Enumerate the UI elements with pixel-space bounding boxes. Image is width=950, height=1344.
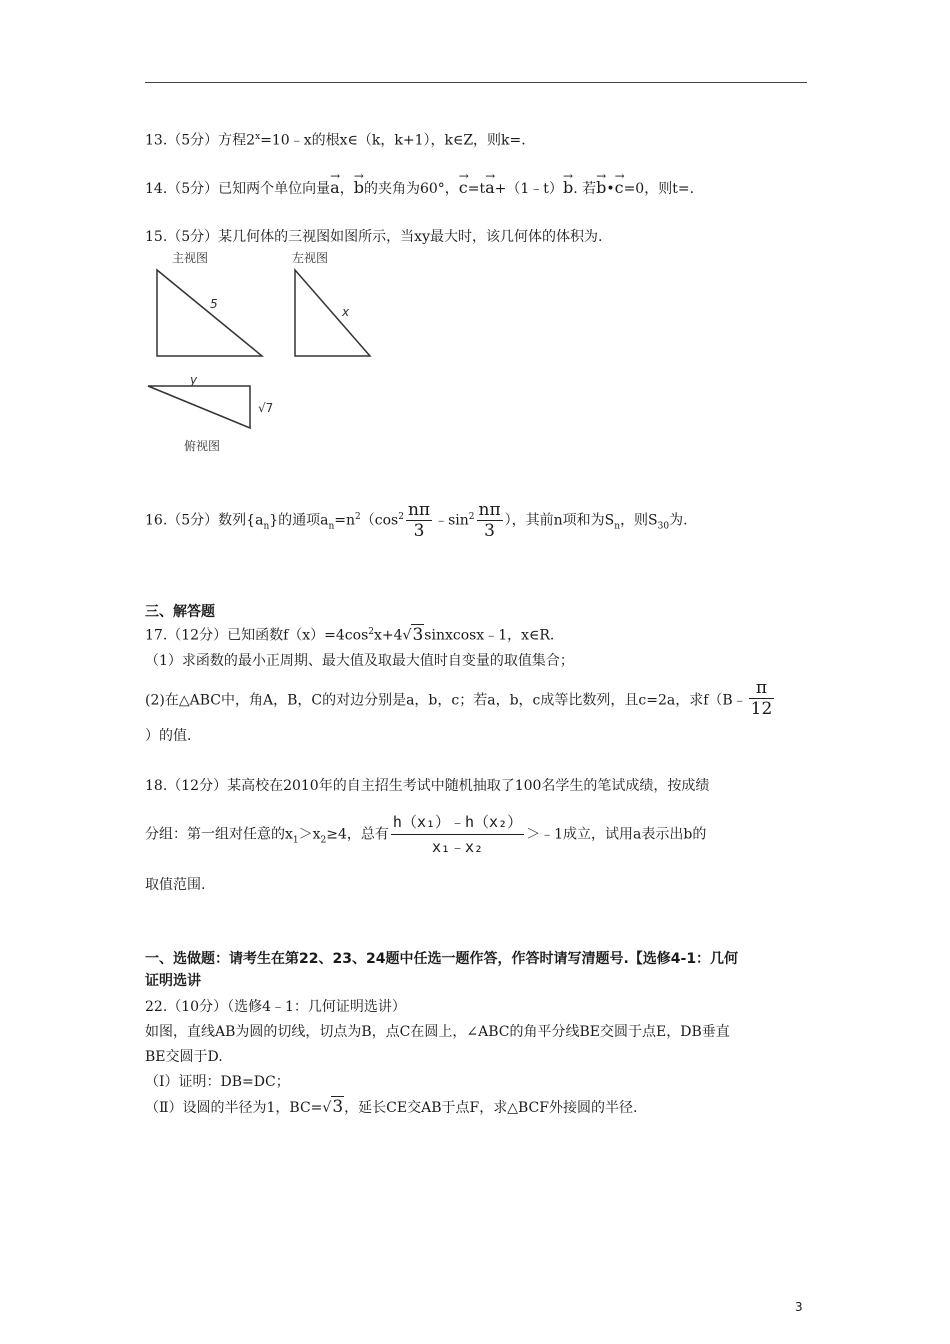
question-22-body-1: 如图，直线AB为圆的切线，切点为B，点C在圆上，∠ABC的角平分线BE交圆于点E，DB垂直 (145, 1024, 730, 1040)
question-15: 15.（5分）某几何体的三视图如图所示，当xy最大时，该几何体的体积为. (145, 229, 603, 245)
question-17-part-2-end: ）的值. (145, 728, 192, 744)
length-5-label: 5 (210, 297, 218, 311)
section-title-answer-questions: 三、解答题 (145, 604, 215, 620)
vector-c: → c (615, 172, 624, 198)
length-y-label: y (190, 373, 198, 387)
header-rule (145, 82, 807, 83)
vector-b: → b (596, 172, 606, 198)
fraction-pi-over-12: $\frac{\pi}{12}$ (750, 678, 773, 719)
side-view-triangle (295, 270, 370, 356)
fraction-npi-over-3: $\frac{n\pi}{3}$ (478, 500, 501, 541)
length-x-label: x (342, 305, 350, 319)
vector-b: → b (354, 172, 364, 198)
sqrt-radicand: 3 (332, 1097, 344, 1117)
sqrt-radicand: 3 (412, 624, 424, 645)
three-view-figure (140, 248, 390, 458)
question-18-line-3: 取值范围. (145, 877, 206, 893)
question-13: 13.（5分）方程$2^x=10﹣x$的根x∈（k，k+1），k∈Z，则k=. (145, 132, 526, 149)
question-14: 14.（5分）已知两个单位向量→ a，→ b的夹角为60°，→ c=t→ a+（1﹣t）→ b. 若→ b•→ c=0，则t=. (145, 172, 694, 199)
top-view-triangle (148, 386, 250, 428)
front-view-triangle (157, 270, 262, 356)
fraction-h-difference: $\frac{\text{h（x₁）﹣h（x₂）}}{\text{x₁﹣x₂}}$ (392, 813, 523, 856)
section-title-elective-line-1: 一、选做题：请考生在第22、23、24题中任选一题作答，作答时请写清题号.【选修4-1：几何 (145, 951, 739, 967)
vector-b: → b (563, 172, 573, 198)
question-18-line-2: 分组：第一组对任意的$x_1>x_2\ge 4$，总有 $\frac{\text{h（x₁）﹣h（x₂）}}{\text{x₁﹣x₂}}$ ＞﹣1成立，试用a表示出b的 (145, 813, 707, 856)
sqrt-symbol: √ (322, 1100, 332, 1116)
question-22-body-2: BE交圆于D. (145, 1049, 223, 1065)
sqrt-symbol: √ (402, 627, 412, 644)
question-17: 17.（12分）已知函数$f(x)=4\cos^2x+4√3sinxcosx﹣1$，x∈R. (145, 624, 555, 645)
question-22-head: 22.（10分）（选修4﹣1：几何证明选讲） (145, 999, 406, 1015)
front-view-label: 主视图 (172, 251, 209, 265)
question-17-part-2: (2)在△ABC中，角A，B，C的对边分别是a，b，c；若a，b，c成等比数列，且c=2a，求f（B﹣ $\frac{\pi}{12}$ (145, 678, 773, 719)
side-view-label: 左视图 (292, 251, 329, 265)
question-18-line-1: 18.（12分）某高校在2010年的自主招生考试中随机抽取了100名学生的笔试成绩，按成绩 (145, 778, 710, 794)
section-title-elective-line-2: 证明选讲 (145, 973, 201, 989)
page-number: 3 (795, 1300, 803, 1314)
top-view-label: 俯视图 (184, 439, 221, 453)
question-16: 16.（5分）数列$\{a_n\}$的通项$a_n=n^2(\cos^2$ $\frac{n\pi}{3}$ $﹣\sin^2$ $\frac{n\pi}{3}$ ），其前n项和为$S_n$，则$S_{30}$为. (145, 500, 688, 541)
question-17-part-1: （1）求函数的最小正周期、最大值及取最大值时自变量的取值集合； (145, 653, 574, 669)
vector-a: → a (330, 172, 340, 198)
length-sqrt7-label: √7 (258, 401, 274, 415)
fraction-npi-over-3: $\frac{n\pi}{3}$ (407, 500, 431, 541)
question-22-part-1: （Ⅰ）证明：DB=DC； (145, 1074, 290, 1090)
vector-a: → a (485, 172, 495, 198)
question-22-part-2: （Ⅱ）设圆的半径为1，BC=√3，延长CE交AB于点F，求△BCF外接圆的半径. (145, 1097, 638, 1117)
vector-c: → c (459, 172, 468, 198)
